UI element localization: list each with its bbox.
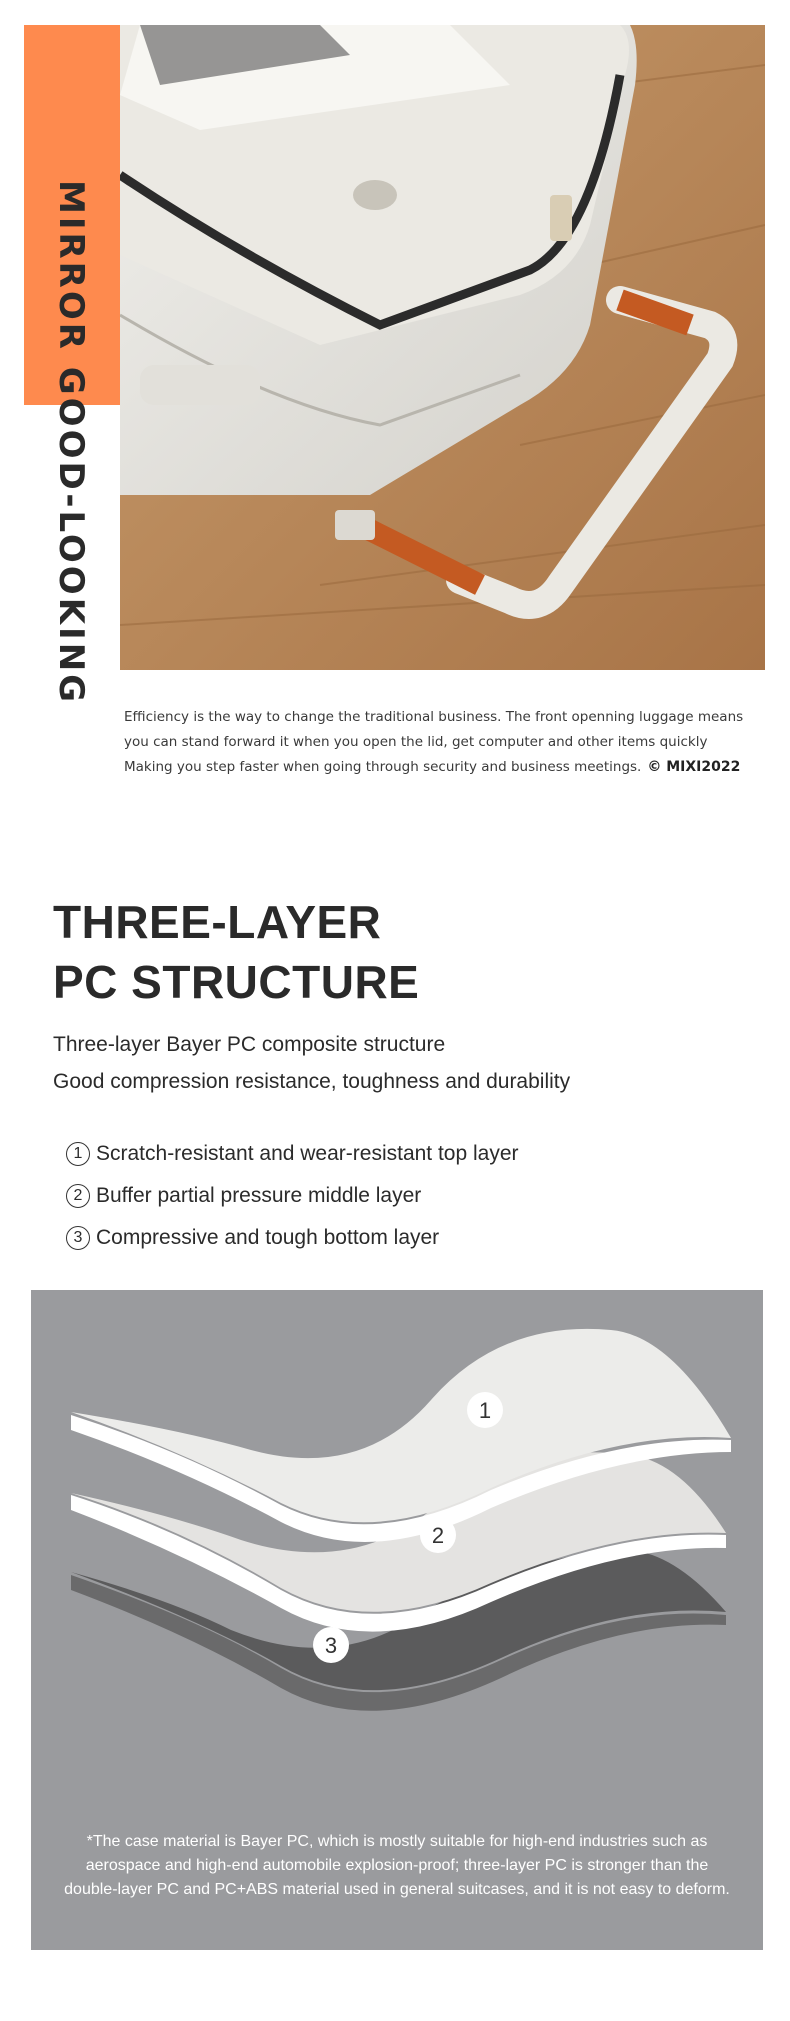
layer-item (66, 1133, 519, 1175)
copyright-text: © MIXI2022 (647, 759, 741, 775)
vertical-title-text: MIRROR GOOD-LOOKING (51, 180, 91, 706)
section-title-line: THREE-LAYER (53, 896, 382, 948)
layer-item (66, 1217, 519, 1259)
badge-1-label: 1 (478, 1398, 492, 1423)
footnote-line: aerospace and high-end automobile explosion-proof; three-layer PC is stronger than the (85, 1857, 709, 1874)
section-title (53, 892, 419, 1012)
intro-line: Good compression resistance, toughness and durability (53, 1070, 571, 1093)
footnote-line: *The case material is Bayer PC, which is mostly suitable for high-end industries such as (86, 1833, 708, 1850)
description-line: Efficiency is the way to change the traditional business. The front openning luggage means (124, 709, 744, 725)
circled-number-badge: 1 (66, 1142, 90, 1166)
badge-3-label: 3 (324, 1633, 338, 1658)
hero-description (124, 705, 744, 780)
circled-number-badge: 3 (66, 1226, 90, 1250)
description-line: you can stand forward it when you open the lid, get computer and other items quickly (124, 734, 708, 750)
badge-2-label: 2 (431, 1523, 445, 1548)
intro-line: Three-layer Bayer PC composite structure (53, 1033, 446, 1056)
layer-label: Scratch-resistant and wear-resistant top layer (96, 1142, 519, 1165)
luggage-photo (120, 25, 765, 670)
circled-number-badge: 2 (66, 1184, 90, 1208)
layer-item (66, 1175, 519, 1217)
description-line (124, 755, 744, 780)
layers-list (66, 1133, 519, 1259)
section-title-line: PC STRUCTURE (53, 956, 420, 1008)
layer-label: Compressive and tough bottom layer (96, 1226, 440, 1249)
luggage-illustration (120, 25, 765, 670)
layer-label: Buffer partial pressure middle layer (96, 1184, 422, 1207)
layer-diagram-panel (31, 1290, 763, 1950)
hero-section (0, 0, 790, 706)
structure-intro (53, 1026, 570, 1100)
footnote-line: double-layer PC and PC+ABS material used in general suitcases, and it is not easy to deform. (64, 1881, 730, 1898)
material-footnote (41, 1830, 753, 1902)
vertical-title (43, 180, 103, 706)
description-line-text: Making you step faster when going through security and business meetings. (124, 759, 642, 775)
